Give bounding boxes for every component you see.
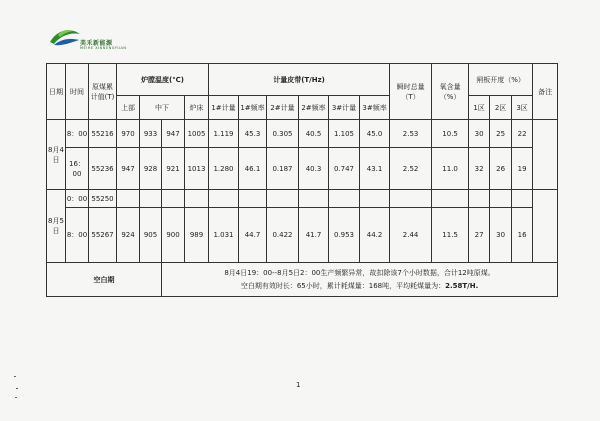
scan-speck <box>15 397 17 398</box>
oxygen-cell: 11.5 <box>432 208 469 263</box>
belt3-meter-cell: 1.105 <box>329 120 360 148</box>
header-furnace-temp: 炉膛温度(℃) <box>117 64 209 96</box>
zone2-cell: 26 <box>490 148 512 190</box>
time-cell: 16：00 <box>66 148 89 190</box>
table-row <box>47 120 558 148</box>
belt2-meter-cell: 0.422 <box>267 208 299 263</box>
zone2-cell: 30 <box>490 208 512 263</box>
belt3-meter-cell: 0.747 <box>329 148 360 190</box>
header-time: 时间 <box>66 64 89 120</box>
temp-mid1-cell: 933 <box>140 120 162 148</box>
company-subtitle: MEIHE XINNENGYUAN <box>80 46 127 50</box>
belt2-freq-cell: 40.5 <box>299 120 329 148</box>
zone1-cell: 27 <box>469 208 490 263</box>
header-belt: 计量皮带(T/Hz) <box>209 64 390 96</box>
belt3-freq-cell: 44.2 <box>360 208 390 263</box>
header-row-2 <box>47 96 558 120</box>
header-belt2-meter: 2#计量 <box>267 96 299 120</box>
blank-period-note-line-1: 8月4日19：00--8月5日2：00生产频繁异常，故扣除该7个小时数据，合计12吨原煤。 <box>224 268 495 277</box>
belt2-meter-cell: 0.305 <box>267 120 299 148</box>
header-belt1-meter: 1#计量 <box>209 96 239 120</box>
average-consumption-value: 2.58T/H. <box>445 281 479 290</box>
leaf-logo-icon <box>48 26 82 48</box>
blank-period-label: 空白期 <box>47 263 162 297</box>
instant-total-cell: 2.52 <box>390 148 432 190</box>
oxygen-cell: 11.0 <box>432 148 469 190</box>
temp-mid1-cell: 928 <box>140 148 162 190</box>
belt1-meter-cell: 1.031 <box>209 208 239 263</box>
header-belt1-freq: 1#频率 <box>239 96 267 120</box>
belt1-meter-cell: 1.119 <box>209 120 239 148</box>
time-cell: 8：00 <box>66 208 89 263</box>
header-row-1 <box>47 64 558 96</box>
time-cell: 8：00 <box>66 120 89 148</box>
page-number: 1 <box>296 381 301 389</box>
coal-cell: 55236 <box>89 148 117 190</box>
temp-mid2-cell: 900 <box>162 208 185 263</box>
belt2-freq-cell: 40.3 <box>299 148 329 190</box>
temp-upper-cell: 970 <box>117 120 140 148</box>
date-cell: 8月4日 <box>47 120 66 190</box>
zone1-cell: 32 <box>469 148 490 190</box>
zone3-cell: 19 <box>512 148 533 190</box>
table-row <box>47 148 558 190</box>
blank-period-note <box>162 263 558 297</box>
company-name: 美禾新能源 <box>80 40 113 47</box>
time-cell: 0：00 <box>66 190 89 208</box>
header-belt3-meter: 3#计量 <box>329 96 360 120</box>
oxygen-cell: 10.5 <box>432 120 469 148</box>
coal-cell: 55267 <box>89 208 117 263</box>
date-cell: 8月5日 <box>47 190 66 263</box>
header-damper: 闸板开度（%） <box>469 64 533 96</box>
belt2-freq-cell: 41.7 <box>299 208 329 263</box>
temp-bed-cell: 1005 <box>185 120 209 148</box>
remark-cell <box>533 190 558 263</box>
header-zone-2: 2区 <box>490 96 512 120</box>
scan-speck <box>14 376 16 377</box>
remark-cell <box>533 120 558 190</box>
temp-upper-cell: 924 <box>117 208 140 263</box>
blank-period-note-prefix: 空白期有效时长：65小时，累计耗煤量：168吨，平均耗煤量为： <box>240 281 446 290</box>
blank-period-row <box>47 263 558 297</box>
belt1-freq-cell: 44.7 <box>239 208 267 263</box>
header-zone-3: 3区 <box>512 96 533 120</box>
temp-mid2-cell: 947 <box>162 120 185 148</box>
header-belt2-freq: 2#频率 <box>299 96 329 120</box>
header-date: 日期 <box>47 64 66 120</box>
zone2-cell: 25 <box>490 120 512 148</box>
instant-total-cell: 2.44 <box>390 208 432 263</box>
header-coal-reading: 原煤累计值(T) <box>89 64 117 120</box>
temp-bed-cell: 989 <box>185 208 209 263</box>
coal-cell: 55216 <box>89 120 117 148</box>
temp-mid2-cell: 921 <box>162 148 185 190</box>
header-temp-upper: 上部 <box>117 96 140 120</box>
coal-cell: 55250 <box>89 190 117 208</box>
header-temp-middle: 中下 <box>140 96 185 120</box>
belt1-freq-cell: 45.3 <box>239 120 267 148</box>
zone3-cell: 22 <box>512 120 533 148</box>
belt3-freq-cell: 45.0 <box>360 120 390 148</box>
zone1-cell: 30 <box>469 120 490 148</box>
blank-period-note-line-2 <box>162 280 557 293</box>
temp-mid1-cell: 905 <box>140 208 162 263</box>
header-remark: 备注 <box>533 64 558 120</box>
header-instant-total: 瞬时总量（T） <box>390 64 432 120</box>
header-oxygen: 氧含量（%） <box>432 64 469 120</box>
header-temp-bed: 炉床 <box>185 96 209 120</box>
furnace-log-table <box>46 63 558 297</box>
belt1-meter-cell: 1.280 <box>209 148 239 190</box>
belt3-freq-cell: 43.1 <box>360 148 390 190</box>
table-row <box>47 208 558 263</box>
temp-bed-cell: 1013 <box>185 148 209 190</box>
belt2-meter-cell: 0.187 <box>267 148 299 190</box>
temp-upper-cell: 947 <box>117 148 140 190</box>
belt1-freq-cell: 46.1 <box>239 148 267 190</box>
table-row <box>47 190 558 208</box>
header-zone-1: 1区 <box>469 96 490 120</box>
zone3-cell: 16 <box>512 208 533 263</box>
header-belt3-freq: 3#频率 <box>360 96 390 120</box>
scan-speck <box>16 388 18 389</box>
belt3-meter-cell: 0.953 <box>329 208 360 263</box>
instant-total-cell: 2.53 <box>390 120 432 148</box>
